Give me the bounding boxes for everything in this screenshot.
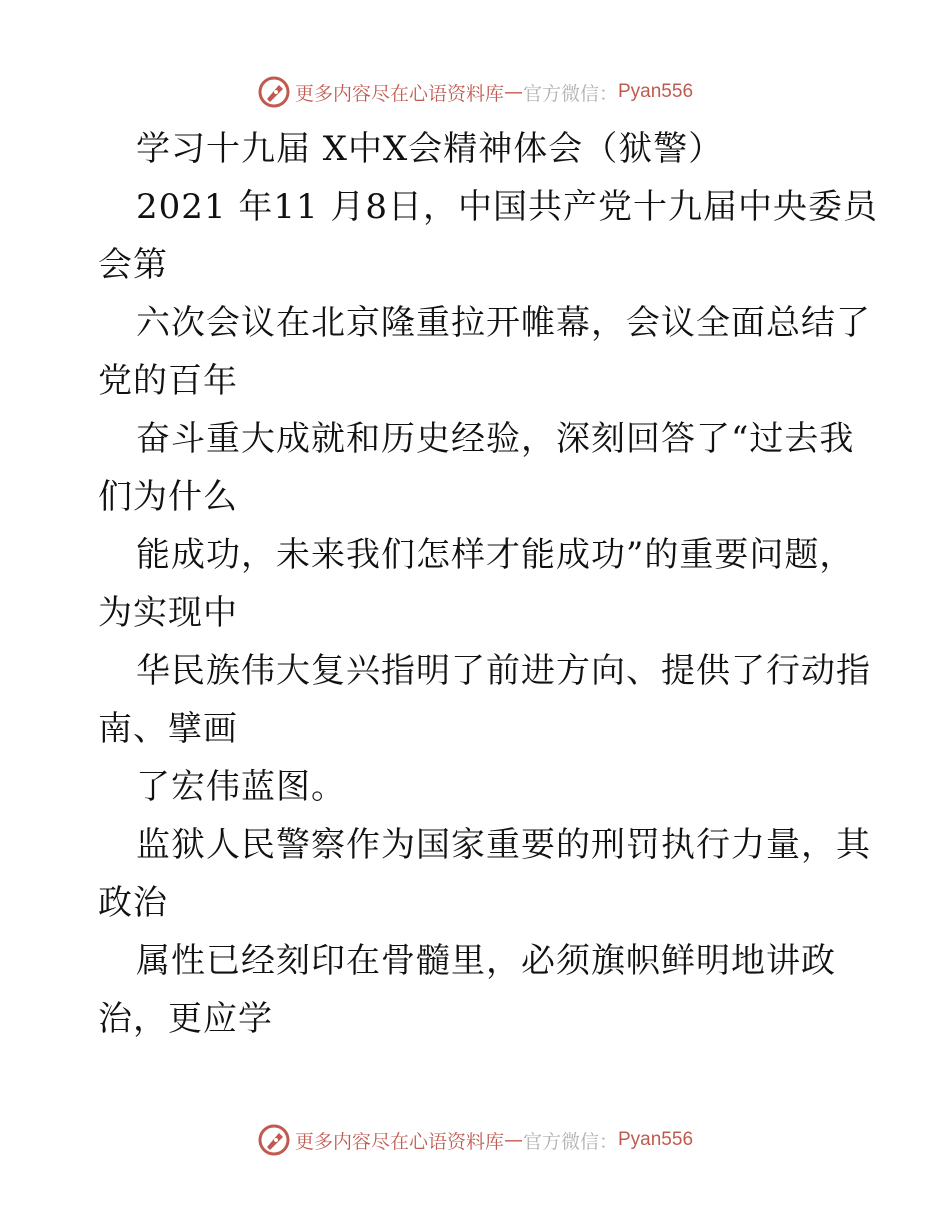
- document-body: [98, 120, 879, 1048]
- banner-wechat-id: Pyan556: [618, 81, 694, 102]
- text-line: 监狱人民警察作为国家重要的刑罚执行力量，其: [136, 825, 871, 865]
- text-line: 2021 年11 月8日，中国共产党十九届中央委员: [136, 187, 879, 227]
- text-line: 党的百年: [98, 361, 238, 401]
- text-line: 了宏伟蓝图。: [136, 767, 346, 807]
- banner-dash: —: [503, 81, 523, 103]
- footer-banner: [0, 1120, 950, 1160]
- pen-nib-logo-icon: [257, 1123, 291, 1157]
- text-line: 能成功，未来我们怎样才能成功”的重要问题，: [136, 535, 855, 575]
- banner-title: 更多内容尽在心语资料库: [294, 82, 504, 105]
- banner-title: 更多内容尽在心语资料库: [294, 1130, 504, 1153]
- document-title: 学习十九届 X中X会精神体会（狱警）: [136, 129, 724, 169]
- text-line: 华民族伟大复兴指明了前进方向、提供了行动指: [136, 651, 871, 691]
- text-line: 政治: [98, 883, 168, 923]
- banner-wechat-id: Pyan556: [618, 1129, 694, 1150]
- text-line: 南、擘画: [98, 709, 238, 749]
- banner-wechat-label: 官方微信：: [522, 1130, 618, 1153]
- text-line: 会第: [98, 245, 168, 285]
- text-line: 奋斗重大成就和历史经验，深刻回答了“过去我: [136, 419, 855, 459]
- pen-nib-logo-icon: [257, 75, 291, 109]
- text-line: 属性已经刻印在骨髓里，必须旗帜鲜明地讲政: [136, 941, 836, 981]
- header-banner: [0, 72, 950, 112]
- text-line: 治，更应学: [98, 999, 273, 1039]
- banner-wechat-label: 官方微信：: [522, 82, 618, 105]
- banner-dash: —: [503, 1129, 523, 1151]
- text-line: 们为什么: [98, 477, 238, 517]
- text-line: 六次会议在北京隆重拉开帷幕，会议全面总结了: [136, 303, 871, 343]
- text-line: 为实现中: [98, 593, 238, 633]
